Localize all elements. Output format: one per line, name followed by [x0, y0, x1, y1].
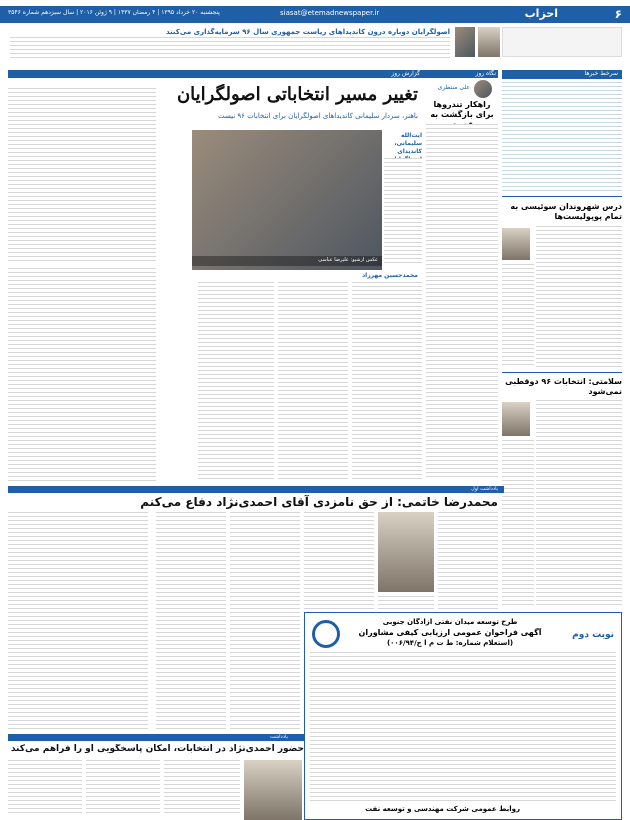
ad-round: نوبت دوم — [572, 630, 614, 640]
sidebar-divider — [502, 196, 622, 197]
main-body-col-4 — [8, 268, 156, 482]
main-body-col-2 — [278, 282, 348, 482]
opinion-text — [426, 124, 498, 480]
dateline: پنجشنبه ۲۰ خرداد ۱۳۹۵ | ۴ رمضان ۱۴۳۷ | ۹ ژوئن ۲۰۱۶ | سال سیزدهم شماره ۳۵۴۶ — [8, 9, 220, 16]
ad-title: طرح توسعه میدان نفتی آزادگان جنوبی — [382, 618, 518, 626]
third-headline: حضور احمدی‌نژاد در انتخابات، امکان پاسخگویی او را فراهم می‌کند — [10, 744, 304, 754]
main-photo — [192, 130, 382, 270]
third-label-bar — [8, 734, 304, 741]
ad-footer: روابط عمومی شرکت مهندسی و توسعه نفت — [365, 805, 520, 813]
section-title: احزاب — [524, 7, 558, 20]
sidebar-headline-3: سلامتی: انتخابات ۹۶ دوقطبی نمی‌شود — [505, 377, 622, 396]
sidebar-box — [502, 27, 622, 57]
sidebar-text-3 — [536, 400, 622, 605]
opinion-author-photo — [474, 80, 492, 98]
second-text-d — [230, 512, 300, 732]
top-story-headline: اصولگرایان دوباره درون کاندیداهای ریاست جمهوری سال ۹۶ سرمایه‌گذاری می‌کنند — [165, 28, 450, 36]
opinion-headline: راهکار تندروها برای بازگشت به — [430, 100, 494, 119]
main-subhead: باهنر، سردار سلیمانی کاندیداهای اصولگرایان برای انتخابات ۹۶ نیست — [218, 112, 418, 120]
main-byline: محمدحسین مهرزاد — [362, 272, 418, 279]
sidebar-photo-2 — [502, 228, 530, 260]
sidebar-photo-3 — [502, 402, 530, 436]
sidebar-headline-2: درس شهروندان سوئیسی به تمام پوپولیست‌ها — [510, 202, 622, 221]
third-photo — [244, 760, 302, 820]
main-headline: تغییر مسیر انتخاباتی اصولگرایان — [176, 84, 418, 105]
sidebar-text-2 — [536, 226, 622, 368]
third-text-b — [86, 760, 160, 816]
main-label: گزارش روز — [391, 70, 420, 77]
third-text-a — [164, 760, 240, 816]
main-label-bar — [8, 70, 432, 78]
second-headline: محمدرضا خاتمی: از حق نامزدی آقای احمدی‌نژاد دفاع می‌کنم — [140, 495, 498, 509]
sidebar-news-list — [502, 82, 622, 192]
ad-logo — [312, 620, 340, 648]
top-story-text — [10, 37, 450, 59]
main-intro-text — [8, 88, 156, 263]
third-label: یادداشت — [270, 734, 288, 740]
second-label-bar — [8, 486, 504, 493]
ad-ref: (استعلام شماره: ط ت م آ ج/۰۰۶/۹۴) — [386, 639, 514, 647]
ad-body — [310, 652, 616, 802]
page-number: ۶ — [614, 7, 622, 21]
opinion-author: علی منتظری — [437, 84, 470, 91]
second-text-f — [8, 512, 148, 732]
second-text-e — [156, 512, 226, 732]
second-label: یادداشت اول — [471, 486, 498, 492]
sidebar-label-text: سرخط خبرها — [584, 70, 618, 77]
main-quote: آیت‌الله سلیمانی، کاندیدای — [394, 132, 422, 155]
ad-subtitle: آگهی فراخوان عمومی ارزیابی کیفی مشاوران — [358, 628, 542, 637]
top-story-photo — [455, 27, 475, 57]
sidebar-divider-2 — [502, 372, 622, 373]
opinion-label: نگاه روز — [475, 70, 496, 77]
sidebar-text-2b — [502, 264, 534, 368]
main-photo-caption: عکس آرشیو: علیرضا عباسی — [318, 257, 378, 263]
top-right-portrait — [478, 27, 500, 57]
main-body-col-1 — [352, 282, 422, 482]
second-photo — [378, 512, 434, 592]
quote-text — [384, 158, 422, 263]
website: siasat@etemadnewspaper.ir — [280, 9, 380, 17]
sidebar-text-3b — [502, 440, 534, 605]
third-text-c — [8, 760, 82, 816]
main-body-col-3 — [198, 282, 274, 482]
